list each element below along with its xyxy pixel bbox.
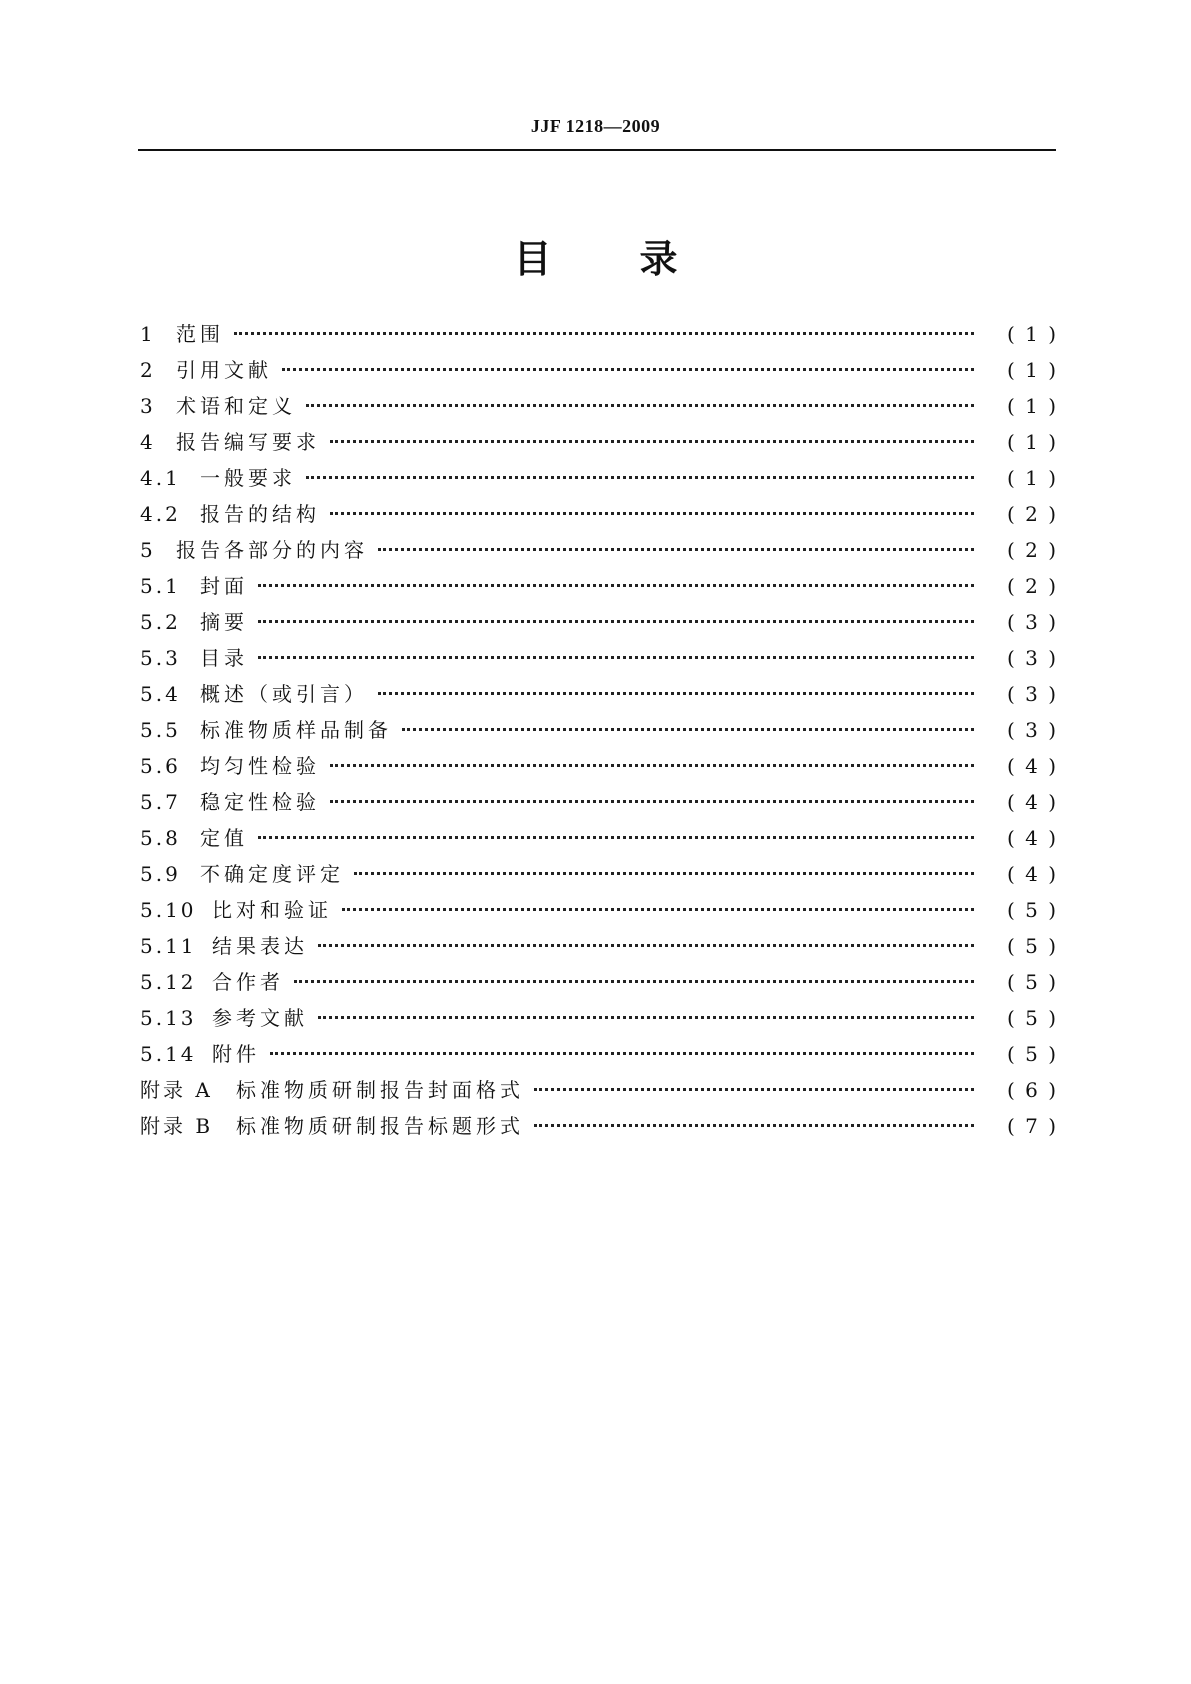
toc-entry-number: 2 bbox=[140, 358, 156, 382]
toc-entry[interactable] bbox=[140, 640, 1058, 676]
toc-entry-number: 5.11 bbox=[140, 934, 197, 958]
toc-entry-number: 附录 A bbox=[140, 1078, 213, 1102]
toc-entry-number: 5.3 bbox=[140, 646, 181, 670]
toc-entry-title: 标准物质研制报告封面格式 bbox=[236, 1078, 524, 1102]
toc-entry-page: ( 4 ) bbox=[1006, 790, 1058, 814]
toc-dot-leader bbox=[534, 1088, 974, 1091]
toc-entry-number: 5.14 bbox=[140, 1042, 197, 1066]
toc-entry[interactable] bbox=[140, 316, 1058, 352]
toc-entry-page: ( 5 ) bbox=[1006, 934, 1058, 958]
toc-entry-page: ( 1 ) bbox=[1006, 322, 1058, 346]
toc-entry-page: ( 1 ) bbox=[1006, 430, 1058, 454]
toc-entry-page: ( 2 ) bbox=[1006, 574, 1058, 598]
toc-entry-title: 标准物质样品制备 bbox=[200, 718, 392, 742]
toc-entry-title: 稳定性检验 bbox=[200, 790, 320, 814]
toc-dot-leader bbox=[534, 1124, 974, 1127]
toc-entry-number: 4.1 bbox=[140, 466, 181, 490]
toc-entry-title: 概述（或引言） bbox=[200, 682, 368, 706]
toc-entry-title: 封面 bbox=[200, 574, 248, 598]
toc-entry[interactable] bbox=[140, 1072, 1058, 1108]
toc-entry-title: 一般要求 bbox=[200, 466, 296, 490]
toc-entry-number: 附录 B bbox=[140, 1114, 214, 1138]
toc-dot-leader bbox=[258, 836, 974, 839]
toc-entry-title: 报告各部分的内容 bbox=[176, 538, 368, 562]
toc-entry-number: 5.12 bbox=[140, 970, 197, 994]
toc-entry-number: 5 bbox=[140, 538, 156, 562]
toc-entry[interactable] bbox=[140, 568, 1058, 604]
toc-entry-page: ( 5 ) bbox=[1006, 1006, 1058, 1030]
toc-entry-number: 5.1 bbox=[140, 574, 181, 598]
toc-dot-leader bbox=[282, 368, 974, 371]
toc-entry-page: ( 4 ) bbox=[1006, 862, 1058, 886]
toc-title bbox=[0, 228, 1191, 283]
toc-dot-leader bbox=[306, 476, 974, 479]
toc-entry-page: ( 1 ) bbox=[1006, 394, 1058, 418]
toc-entry-title: 定值 bbox=[200, 826, 248, 850]
toc-entry-page: ( 7 ) bbox=[1006, 1114, 1058, 1138]
toc-entry-title: 附件 bbox=[212, 1042, 260, 1066]
toc-entry[interactable] bbox=[140, 928, 1058, 964]
toc-entry-page: ( 3 ) bbox=[1006, 610, 1058, 634]
toc-entry-number: 5.10 bbox=[140, 898, 197, 922]
toc-entry-page: ( 5 ) bbox=[1006, 1042, 1058, 1066]
toc-entry-title: 目录 bbox=[200, 646, 248, 670]
toc-entry[interactable] bbox=[140, 748, 1058, 784]
toc-entry-page: ( 4 ) bbox=[1006, 826, 1058, 850]
toc-entry-number: 5.8 bbox=[140, 826, 181, 850]
toc-dot-leader bbox=[342, 908, 974, 911]
toc-dot-leader bbox=[258, 656, 974, 659]
toc-entry-page: ( 5 ) bbox=[1006, 970, 1058, 994]
toc-dot-leader bbox=[378, 548, 974, 551]
toc-entry-title: 摘要 bbox=[200, 610, 248, 634]
toc-entry-title: 报告的结构 bbox=[200, 502, 320, 526]
toc-entry-page: ( 6 ) bbox=[1006, 1078, 1058, 1102]
toc-dot-leader bbox=[270, 1052, 974, 1055]
table-of-contents bbox=[140, 316, 1058, 1144]
toc-entry[interactable] bbox=[140, 496, 1058, 532]
toc-entry-number: 5.4 bbox=[140, 682, 181, 706]
toc-entry-title: 不确定度评定 bbox=[200, 862, 344, 886]
toc-dot-leader bbox=[330, 512, 974, 515]
toc-entry[interactable] bbox=[140, 712, 1058, 748]
toc-dot-leader bbox=[402, 728, 974, 731]
toc-entry-number: 4 bbox=[140, 430, 156, 454]
toc-entry[interactable] bbox=[140, 352, 1058, 388]
toc-entry-number: 3 bbox=[140, 394, 156, 418]
toc-dot-leader bbox=[318, 1016, 974, 1019]
toc-dot-leader bbox=[306, 404, 974, 407]
toc-title-left: 目 bbox=[513, 237, 552, 281]
toc-entry-page: ( 1 ) bbox=[1006, 358, 1058, 382]
toc-dot-leader bbox=[330, 440, 974, 443]
toc-entry[interactable] bbox=[140, 1108, 1058, 1144]
toc-entry-number: 4.2 bbox=[140, 502, 181, 526]
toc-entry-page: ( 4 ) bbox=[1006, 754, 1058, 778]
toc-entry[interactable] bbox=[140, 388, 1058, 424]
toc-entry[interactable] bbox=[140, 820, 1058, 856]
header-divider bbox=[138, 149, 1056, 151]
toc-dot-leader bbox=[234, 332, 974, 335]
toc-dot-leader bbox=[330, 800, 974, 803]
toc-entry-title: 范围 bbox=[176, 322, 224, 346]
toc-entry-page: ( 2 ) bbox=[1006, 538, 1058, 562]
toc-entry-title: 合作者 bbox=[212, 970, 284, 994]
toc-entry-page: ( 1 ) bbox=[1006, 466, 1058, 490]
toc-entry-title: 参考文献 bbox=[212, 1006, 308, 1030]
toc-entry[interactable] bbox=[140, 676, 1058, 712]
toc-entry-title: 标准物质研制报告标题形式 bbox=[236, 1114, 524, 1138]
toc-entry-title: 术语和定义 bbox=[176, 394, 296, 418]
toc-entry-title: 结果表达 bbox=[212, 934, 308, 958]
toc-entry-page: ( 3 ) bbox=[1006, 682, 1058, 706]
toc-dot-leader bbox=[378, 692, 974, 695]
toc-entry-page: ( 3 ) bbox=[1006, 646, 1058, 670]
toc-entry[interactable] bbox=[140, 424, 1058, 460]
toc-title-right: 录 bbox=[639, 237, 678, 281]
toc-dot-leader bbox=[294, 980, 974, 983]
toc-entry-number: 5.13 bbox=[140, 1006, 197, 1030]
toc-entry-page: ( 2 ) bbox=[1006, 502, 1058, 526]
toc-entry-number: 5.2 bbox=[140, 610, 181, 634]
toc-entry[interactable] bbox=[140, 856, 1058, 892]
toc-entry-number: 5.5 bbox=[140, 718, 181, 742]
toc-dot-leader bbox=[330, 764, 974, 767]
toc-entry-title: 均匀性检验 bbox=[200, 754, 320, 778]
document-code-header: JJF 1218—2009 bbox=[530, 116, 661, 136]
toc-entry[interactable] bbox=[140, 604, 1058, 640]
toc-entry-page: ( 5 ) bbox=[1006, 898, 1058, 922]
toc-dot-leader bbox=[258, 620, 974, 623]
toc-entry[interactable] bbox=[140, 460, 1058, 496]
toc-dot-leader bbox=[258, 584, 974, 587]
toc-entry[interactable] bbox=[140, 964, 1058, 1000]
toc-entry-page: ( 3 ) bbox=[1006, 718, 1058, 742]
toc-entry[interactable] bbox=[140, 784, 1058, 820]
toc-entry-title: 比对和验证 bbox=[212, 898, 332, 922]
toc-entry-number: 1 bbox=[140, 322, 156, 346]
toc-entry[interactable] bbox=[140, 532, 1058, 568]
toc-dot-leader bbox=[318, 944, 974, 947]
toc-entry-number: 5.7 bbox=[140, 790, 181, 814]
toc-entry-title: 报告编写要求 bbox=[176, 430, 320, 454]
toc-entry-title: 引用文献 bbox=[176, 358, 272, 382]
toc-entry-number: 5.6 bbox=[140, 754, 181, 778]
toc-entry-number: 5.9 bbox=[140, 862, 181, 886]
toc-entry[interactable] bbox=[140, 1036, 1058, 1072]
toc-dot-leader bbox=[354, 872, 974, 875]
toc-entry[interactable] bbox=[140, 892, 1058, 928]
toc-entry[interactable] bbox=[140, 1000, 1058, 1036]
